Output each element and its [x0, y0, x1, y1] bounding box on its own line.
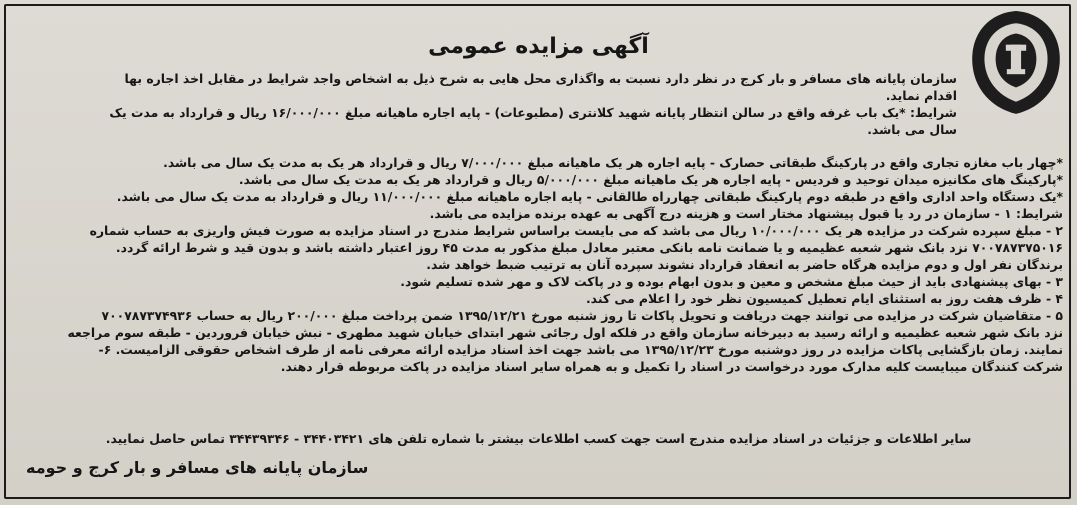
- condition-line: ۳ - بهای پیشنهادی باید از حیث مبلغ مشخص و معین و بدون ابهام بوده و در پاکت لاک و مهر شده تسلیم شود.: [400, 274, 1063, 289]
- condition-line: برندگان نفر اول و دوم مزایده هرگاه حاضر به انعقاد قرارداد نشوند سپرده آنان به ترتیب ضبط خواهد شد.: [426, 257, 1063, 272]
- condition-line: ۴ - ظرف هفت روز به استثنای ایام تعطیل کمیسیون نظر خود را اعلام می کند.: [585, 291, 1063, 306]
- conditions-section: [14, 154, 1063, 375]
- intro-line: سازمان پایانه های مسافر و بار کرج در نظر دارد نسبت به واگذاری محل هایی به شرح ذیل به اشخاص واجد شرایط در مقابل اخذ اجاره بها: [124, 71, 957, 86]
- condition-line: *یک دستگاه واحد اداری واقع در طبقه دوم پارکینگ طبقاتی چهارراه طالقانی - پایه اجاره ماهیانه مبلغ ۱۱/۰۰۰/۰۰۰ ریال و قرارداد به مدت یک سال می باشد.: [116, 189, 1063, 204]
- condition-line: نزد بانک شهر شعبه عظیمیه و ارائه رسید به دبیرخانه سازمان واقع در فلکه اول رجائی شهر ابتدای خیابان شهید مطهری - نبش خیابان فروردین - طبقه سوم مراجعه: [67, 325, 1063, 340]
- condition-line: *چهار باب مغازه تجاری واقع در پارکینگ طبقاتی حصارک - پایه اجاره هر یک ماهیانه مبلغ ۷/۰۰۰/۰۰۰ ریال و قرارداد هر یک به مدت یک سال می باشد.: [163, 155, 1063, 170]
- ad-title: آگهی مزایده عمومی: [428, 34, 649, 59]
- condition-line: ۲ - مبلغ سپرده شرکت در مزایده هر یک ۱۰/۰۰۰/۰۰۰ ریال می باشد که می بایست براساس شرایط مندرج در اسناد مزایده به صورت فیش واریزی به حساب شماره: [89, 223, 1063, 238]
- intro-section: [14, 70, 957, 138]
- condition-line: *پارکینگ های مکانیزه میدان توحید و فردیس - پایه اجاره هر یک ماهیانه مبلغ ۵/۰۰۰/۰۰۰ ریال و قرارداد هر یک به مدت یک سال می باشد.: [238, 172, 1063, 187]
- condition-line: نمایند. زمان بازگشایی پاکات مزایده در روز دوشنبه مورخ ۱۳۹۵/۱۲/۲۳ می باشد جهت اخذ اسناد مزایده ارائه معرفی نامه از طرف اشخاص حقوقی الزامیست. ۶-: [98, 342, 1063, 357]
- condition-line: ۵ - متقاضیان شرکت در مزایده می توانند جهت دریافت و تحویل پاکات تا روز شنبه مورخ ۱۳۹۵/۱۲/۲۱ ضمن پرداخت مبلغ ۲۰۰/۰۰۰ ریال به حساب ۷۰۰۷۸۷۳۷۴۹۳۶: [101, 308, 1063, 323]
- condition-line: شرکت کنندگان میبایست کلیه مدارک مورد درخواست در اسناد را تکمیل و به همراه سایر اسناد مزایده در پاکت مربوطه قرار دهند.: [280, 359, 1063, 374]
- intro-line: سال می باشد.: [867, 122, 957, 137]
- intro-line: اقدام نماید.: [885, 88, 957, 103]
- condition-line: شرایط: ۱ - سازمان در رد یا قبول پیشنهاد مختار است و هزینه درج آگهی به عهده برنده مزایده می باشد.: [429, 206, 1063, 221]
- contact-footer: سایر اطلاعات و جزئیات در اسناد مزایده مندرج است جهت کسب اطلاعات بیشتر با شماره تلفن های ۳۴۴۰۳۴۲۱ - ۳۴۴۳۹۳۴۶ تماس حاصل نمایید.: [105, 431, 972, 446]
- condition-line: ۷۰۰۷۸۷۳۷۵۰۱۶ نزد بانک شهر شعبه عظیمیه و یا ضمانت نامه بانکی معتبر معادل مبلغ مذکور به مدت ۴۵ روز اعتبار داشته باشد و بدون قید و شرط ارائه گردد.: [115, 240, 1063, 255]
- organization-signature: سازمان پایانه های مسافر و بار کرج و حومه: [26, 458, 369, 477]
- terminal-logo-icon: [965, 8, 1067, 118]
- intro-line: شرایط: *یک باب غرفه واقع در سالن انتظار پایانه شهید کلانتری (مطبوعات) - پایه اجاره ماهیانه مبلغ ۱۶/۰۰۰/۰۰۰ ریال و قرارداد به مدت یک: [109, 105, 957, 120]
